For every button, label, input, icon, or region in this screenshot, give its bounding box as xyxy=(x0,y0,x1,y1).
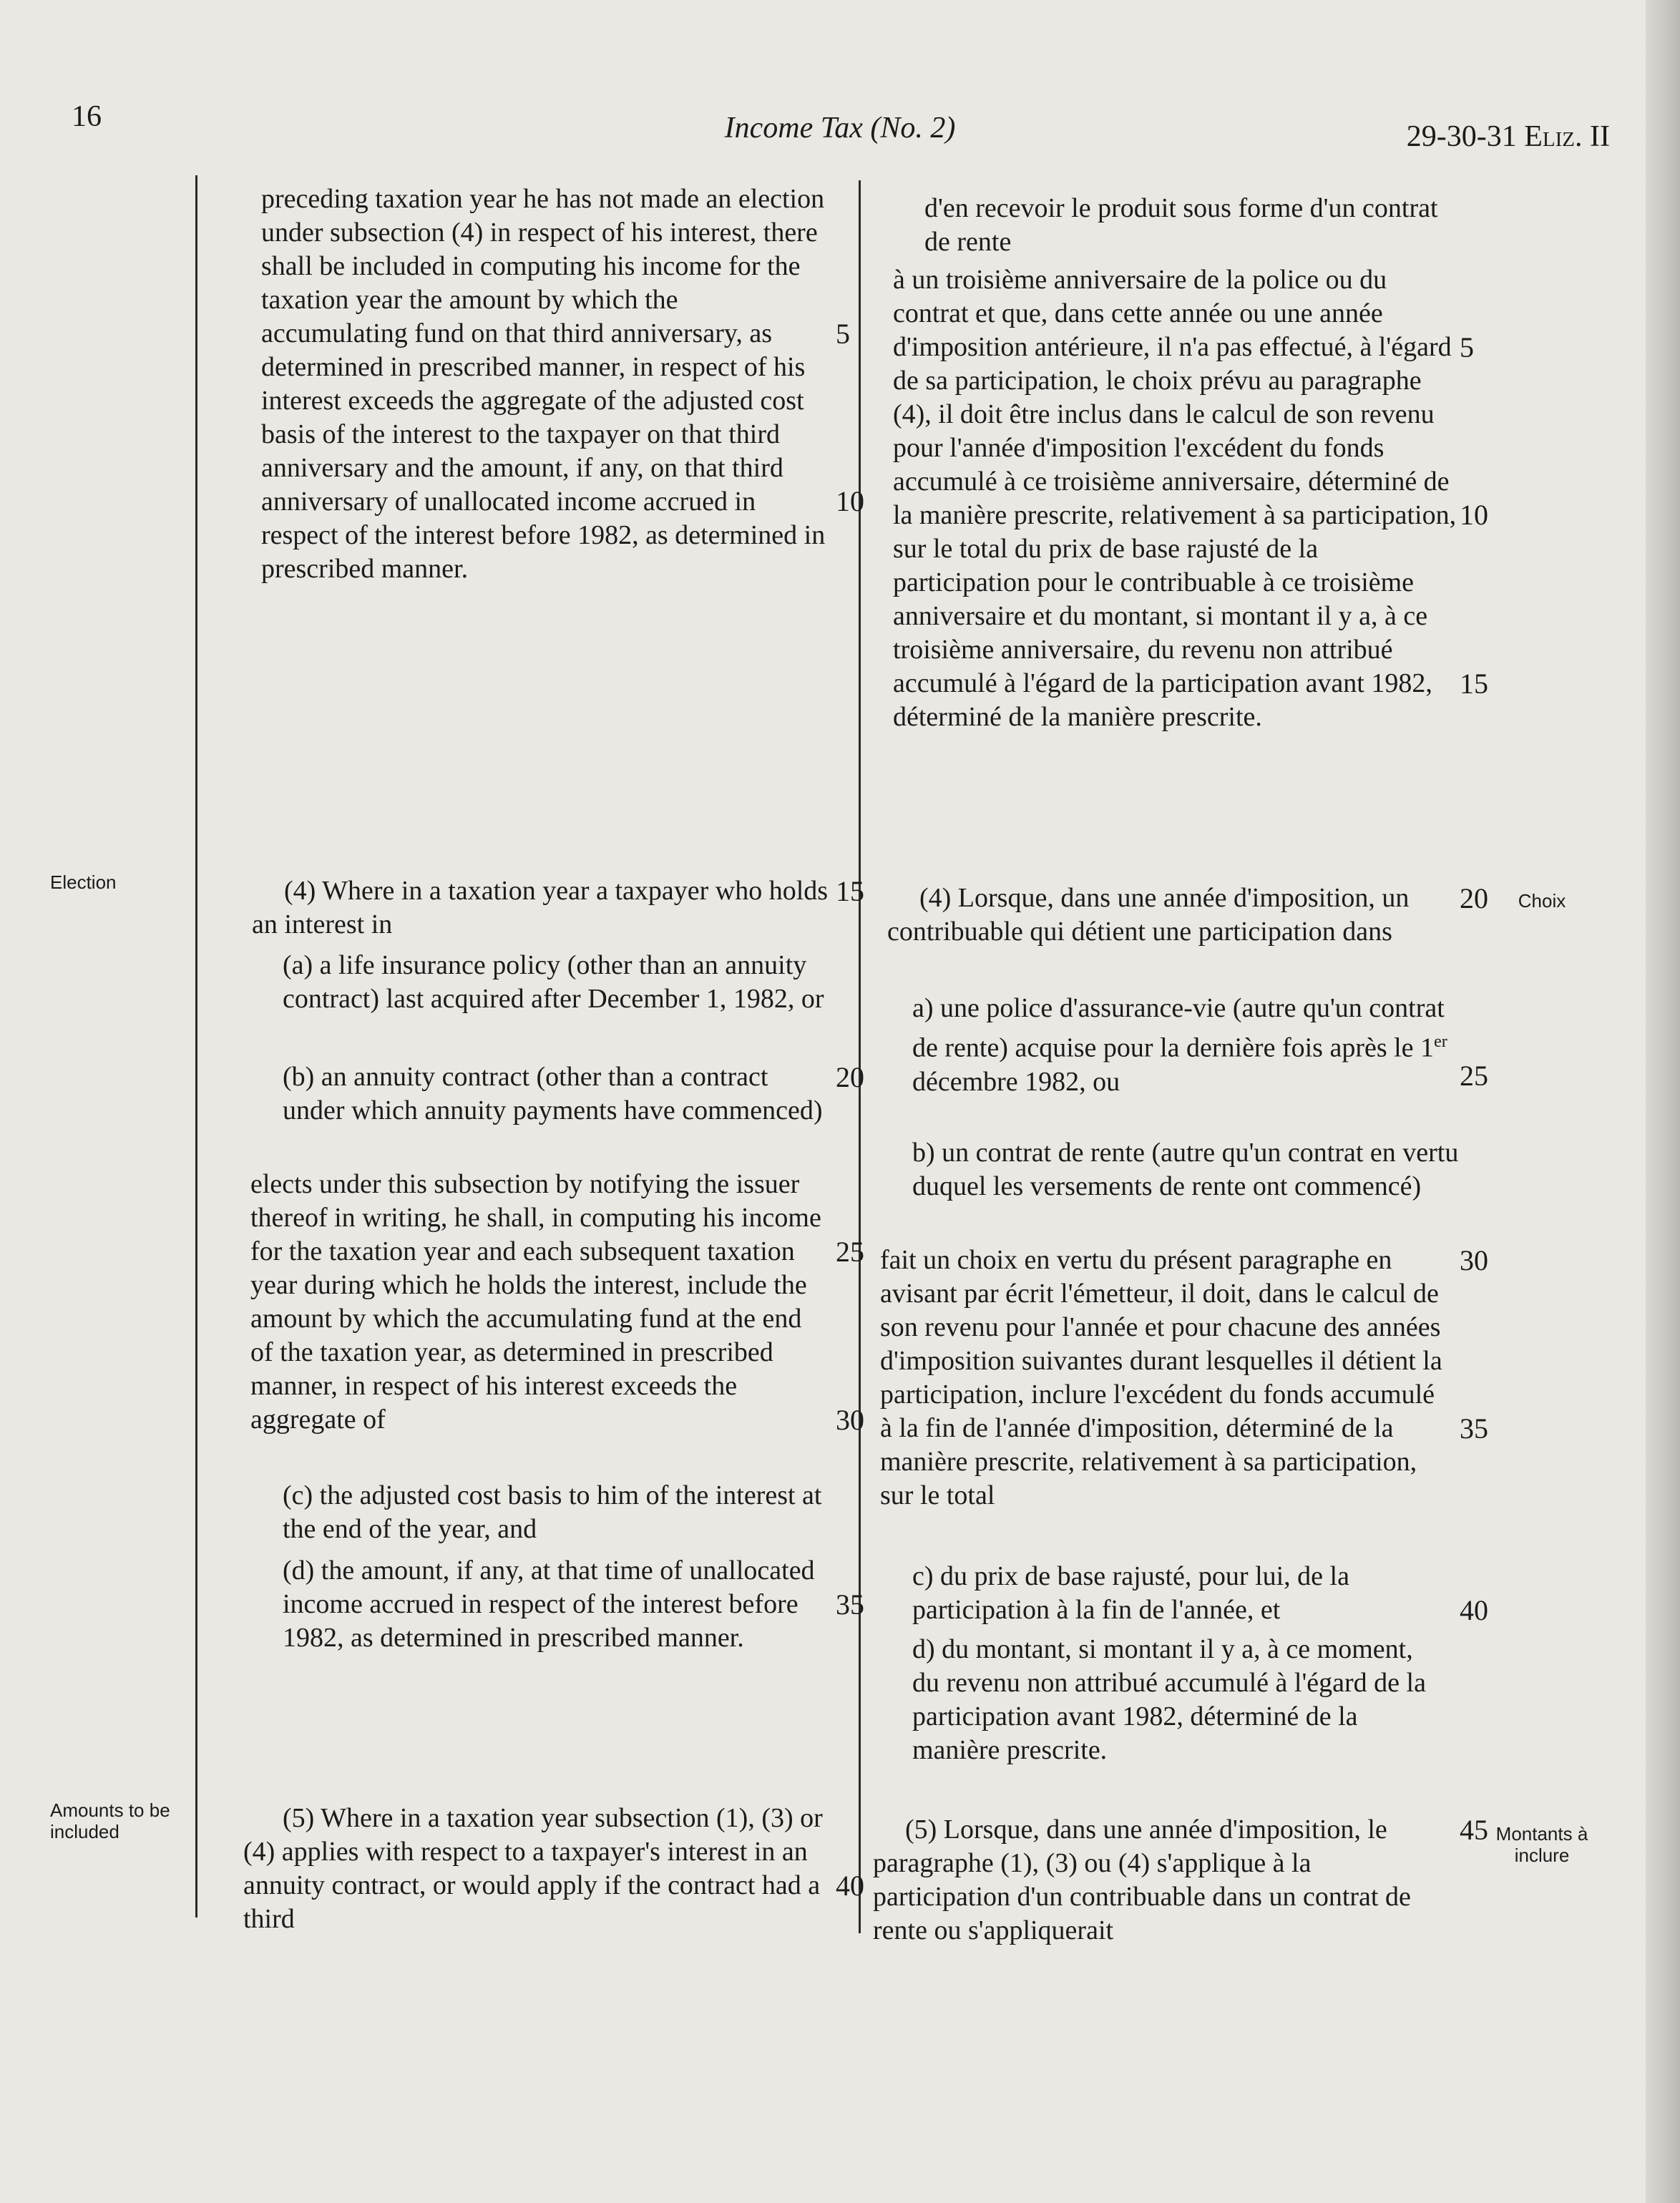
citation-smallcaps: Eliz xyxy=(1524,120,1576,153)
fr-line-number: 25 xyxy=(1460,1060,1488,1092)
en-line-number: 35 xyxy=(836,1588,864,1621)
english-paragraph-a: (a) a life insurance policy (other than an annuity contract) last acquired after December 1, 1982, or xyxy=(283,950,824,1014)
fr-line-number: 45 xyxy=(1460,1814,1488,1846)
page-number: 16 xyxy=(72,100,102,133)
english-paragraph-c: (c) the adjusted cost basis to him of the interest at the end of the year, and xyxy=(283,1480,822,1544)
french-subsection-4-intro: (4) Lorsque, dans une année d'imposition, un contribuable qui détient une participation dans xyxy=(887,883,1410,947)
fr-line-number: 20 xyxy=(1460,882,1488,914)
en-line-number: 40 xyxy=(836,1870,864,1902)
fr-line-number: 35 xyxy=(1460,1412,1488,1445)
english-paragraph-b: (b) an annuity contract (other than a contract under which annuity payments have commenced) xyxy=(283,1062,823,1125)
en-line-number: 10 xyxy=(836,485,864,517)
fr-line-number: 10 xyxy=(1460,499,1488,531)
fr-line-number: 30 xyxy=(1460,1244,1488,1276)
english-subsection-4-body: elects under this subsection by notifying the issuer thereof in writing, he shall, in computing his income for the taxation year and each subsequent taxation year during which he holds the interest, include the amount by which the accumulating fund at the end of the taxation year, as determined in prescribed manner, in respect of his interest exceeds the aggregate of xyxy=(250,1169,821,1435)
french-paragraph-a-text: a) une police d'assurance-vie (autre qu'un contrat de rente) acquise pour la dernière fois après le 1 xyxy=(912,993,1445,1063)
marginal-note-choix: Choix xyxy=(1518,890,1566,912)
en-line-number: 15 xyxy=(836,875,864,907)
fr-line-number: 15 xyxy=(1460,668,1488,700)
french-paragraph-a-text-end: décembre 1982, ou xyxy=(912,1066,1120,1097)
page-binding-edge xyxy=(1646,0,1680,2203)
fr-line-number: 5 xyxy=(1460,331,1474,363)
en-line-number: 20 xyxy=(836,1061,864,1093)
left-column-rule xyxy=(195,175,197,1918)
statute-citation xyxy=(1407,122,1610,152)
french-subsection-4-body: fait un choix en vertu du présent paragraphe en avisant par écrit l'émetteur, il doit, dans le calcul de son revenu pour l'année et pour chacune des années d'imposition suivantes durant lesquelles il détient la participation, inclure l'excédent du fonds accumulé à la fin de l'année d'imposition, déterminé de la manière prescrite, relativement à sa participation, sur le total xyxy=(880,1245,1442,1510)
running-title: Income Tax (No. 2) xyxy=(724,112,956,145)
french-paragraph-c: c) du prix de base rajusté, pour lui, de la participation à la fin de l'année, et xyxy=(912,1561,1349,1625)
french-ordinal-superscript: er xyxy=(1434,1032,1447,1051)
french-paragraph-0: d'en recevoir le produit sous forme d'un contrat de rente xyxy=(924,193,1438,257)
french-paragraph-a xyxy=(912,992,1463,1099)
french-paragraph-b: b) un contrat de rente (autre qu'un contrat en vertu duquel les versements de rente ont commencé) xyxy=(912,1138,1459,1201)
english-subsection-4-intro: (4) Where in a taxation year a taxpayer who holds an interest in xyxy=(252,876,829,939)
english-paragraph-d: (d) the amount, if any, at that time of unallocated income accrued in respect of the interest before 1982, as determined in prescribed manner. xyxy=(283,1555,815,1653)
french-paragraph-d: d) du montant, si montant il y a, à ce moment, du revenu non attribué accumulé à l'égard de la participation avant 1982, déterminé de la manière prescrite. xyxy=(912,1634,1426,1765)
french-subsection-5: (5) Lorsque, dans une année d'imposition, le paragraphe (1), (3) ou (4) s'applique à la participation d'un contribuable dans un contrat de rente ou s'appliquerait xyxy=(873,1814,1411,1945)
marginal-note-election: Election xyxy=(50,871,117,893)
english-paragraph-continued: preceding taxation year he has not made an election under subsection (4) in respect of his interest, there shall be included in computing his income for the taxation year the amount by which the accumulating fund on that third anniversary, as determined in prescribed manner, in respect of his interest exceeds the aggregate of the adjusted cost basis of the interest to the taxpayer on that third anniversary and the amount, if any, on that third anniversary of unallocated income accrued in respect of the interest before 1982, as determined in prescribed manner. xyxy=(261,184,826,584)
en-line-number: 30 xyxy=(836,1404,864,1436)
english-subsection-5: (5) Where in a taxation year subsection (1), (3) or (4) applies with respect to a taxpayer's interest in an annuity contract, or would apply if the contract had a third xyxy=(243,1803,823,1934)
marginal-note-montants: Montants à inclure xyxy=(1495,1823,1588,1866)
citation-suffix: . II xyxy=(1575,120,1610,153)
en-line-number: 25 xyxy=(836,1236,864,1268)
marginal-note-amounts: Amounts to be included xyxy=(50,1799,170,1842)
en-line-number: 5 xyxy=(836,318,850,350)
citation-prefix: 29-30-31 xyxy=(1406,120,1525,153)
fr-line-number: 40 xyxy=(1460,1594,1488,1626)
center-column-rule xyxy=(859,180,861,1933)
french-paragraph-continued: à un troisième anniversaire de la police ou du contrat et que, dans cette année ou une année d'imposition antérieure, il n'a pas effectué, à l'égard de sa participation, le choix prévu au paragraphe (4), il doit être inclus dans le calcul de son revenu pour l'année d'imposition l'excédent du fonds accumulé à ce troisième anniversaire, déterminé de la manière prescrite, relativement à sa participation, sur le total du prix de base rajusté de la participation pour le contribuable à ce troisième anniversaire et du montant, si montant il y a, à ce troisième anniversaire, du revenu non attribué accumulé à l'égard de la participation avant 1982, déterminé de la manière prescrite. xyxy=(893,265,1457,732)
